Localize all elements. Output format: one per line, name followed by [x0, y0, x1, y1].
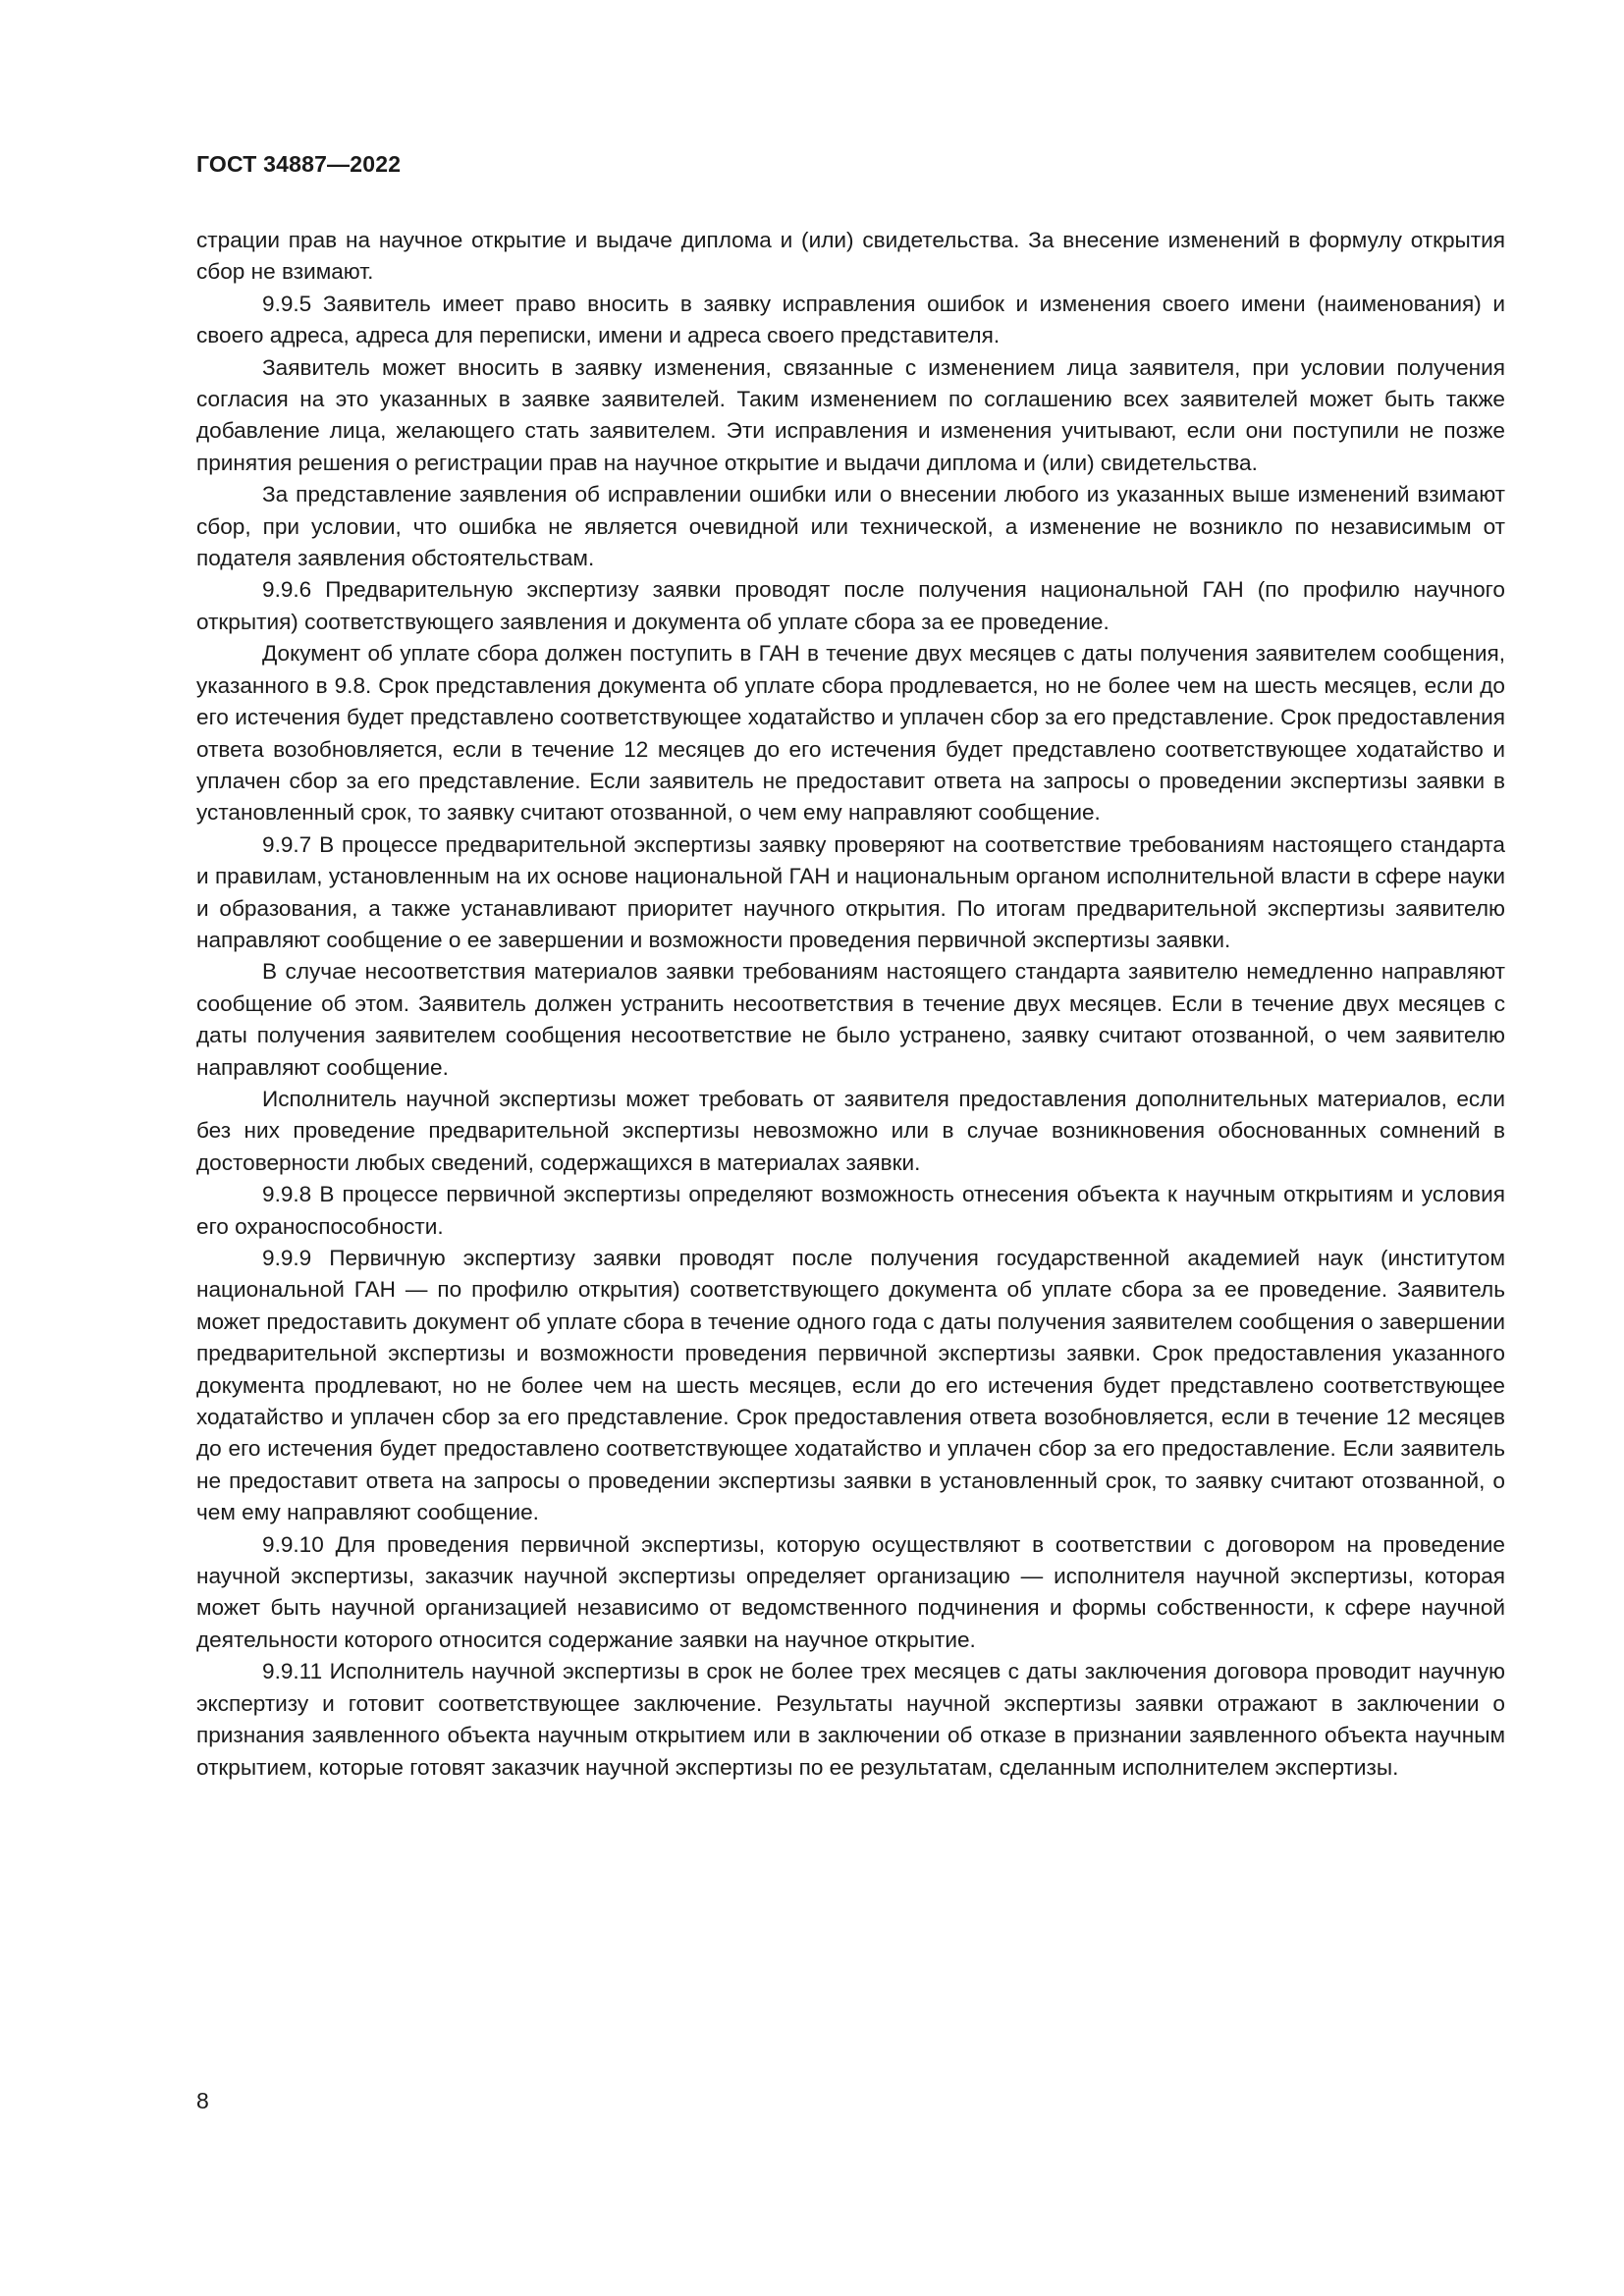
paragraph-4: 9.9.6 Предварительную экспертизу заявки проводят после получения национальной ГАН (по профилю научного открытия) соответствующего заявления и документа об уплате сбора за ее проведение. — [196, 577, 1505, 634]
paragraph-9: 9.9.8 В процессе первичной экспертизы определяют возможность отнесения объекта к научным открытиям и условия его охраноспособности. — [196, 1182, 1505, 1239]
paragraph-10: 9.9.9 Первичную экспертизу заявки проводят после получения государственной академией наук (институтом национальной ГАН — по профилю открытия) соответствующего документа об уплате сбора за ее проведение. Заявитель может предоставить документ об уплате сбора в течение одного года с даты получения заявителем сообщения о завершении предварительной экспертизы и возможности проведения первичной экспертизы заявки. Срок предоставления указанного документа продлевают, но не более чем на шесть месяцев, если до его истечения будет представлено соответствующее ходатайство и уплачен сбор за его представление. Срок предоставления ответа возобновляется, если в течение 12 месяцев до его истечения будет предоставлено соответствующее ходатайство и уплачен сбор за его предоставление. Если заявитель не предоставит ответа на запросы о проведении экспертизы заявки в установленный срок, то заявку считают отозванной, о чем ему направляют сообщение. — [196, 1246, 1505, 1525]
paragraph-7: В случае несоответствия материалов заявки требованиям настоящего стандарта заявителю немедленно направляют сообщение об этом. Заявитель должен устранить несоответствия в течение двух месяцев. Если в течение двух месяцев с даты получения заявителем сообщения несоответствие не было устранено, заявку считают отозванной, о чем заявителю направляют сообщение. — [196, 959, 1505, 1080]
paragraph-3: За представление заявления об исправлении ошибки или о внесении любого из указанных выше изменений взимают сбор, при условии, что ошибка не является очевидной или технической, а изменение не возникло по независимым от подателя заявления обстоятельствам. — [196, 482, 1505, 571]
paragraph-0: страции прав на научное открытие и выдаче диплома и (или) свидетельства. За внесение изменений в формулу открытия сбор не взимают. — [196, 228, 1505, 285]
paragraph-1: 9.9.5 Заявитель имеет право вносить в заявку исправления ошибок и изменения своего имени (наименования) и своего адреса, адреса для переписки, имени и адреса своего представителя. — [196, 291, 1505, 348]
paragraph-6: 9.9.7 В процессе предварительной экспертизы заявку проверяют на соответствие требованиям настоящего стандарта и правилам, установленным на их основе национальной ГАН и национальным органом исполнительной власти в сфере науки и образования, а также устанавливают приоритет научного открытия. По итогам предварительной экспертизы заявителю направляют сообщение о ее завершении и возможности проведения первичной экспертизы заявки. — [196, 831, 1505, 952]
paragraph-2: Заявитель может вносить в заявку изменения, связанные с изменением лица заявителя, при условии получения согласия на это указанных в заявке заявителей. Таким изменением по соглашению всех заявителей может быть также добавление лица, желающего стать заявителем. Эти исправления и изменения учитывают, если они поступили не позже принятия решения о регистрации прав на научное открытие и выдачи диплома и (или) свидетельства. — [196, 354, 1505, 475]
document-code-header: ГОСТ 34887—2022 — [196, 151, 402, 177]
paragraph-12: 9.9.11 Исполнитель научной экспертизы в срок не более трех месяцев с даты заключения договора проводит научную экспертизу и готовит соответствующее заключение. Результаты научной экспертизы заявки отражают в заключении о признания заявленного объекта научным открытием или в заключении об отказе в признании заявленного объекта научным открытием, которые готовят заказчик научной экспертизы по ее результатам, сделанным исполнителем экспертизы. — [196, 1659, 1505, 1780]
document-body — [196, 225, 1505, 1784]
page-number: 8 — [196, 2088, 209, 2113]
paragraph-5: Документ об уплате сбора должен поступить в ГАН в течение двух месяцев с даты получения заявителем сообщения, указанного в 9.8. Срок представления документа об уплате сбора продлевается, но не более чем на шесть месяцев, если до его истечения будет представлено соответствующее ходатайство и уплачен сбор за его представление. Срок предоставления ответа возобновляется, если в течение 12 месяцев до его истечения будет представлено соответствующее ходатайство и уплачен сбор за его представление. Если заявитель не предоставит ответа на запросы о проведении экспертизы заявки в установленный срок, то заявку считают отозванной, о чем ему направляют сообщение. — [196, 641, 1505, 826]
paragraph-11: 9.9.10 Для проведения первичной экспертизы, которую осуществляют в соответствии с договором на проведение научной экспертизы, заказчик научной экспертизы определяет организацию — исполнителя научной экспертизы, которая может быть научной организацией независимо от ведомственного подчинения и формы собственности, к сфере научной деятельности которого относится содержание заявки на научное открытие. — [196, 1531, 1505, 1652]
paragraph-8: Исполнитель научной экспертизы может требовать от заявителя предоставления дополнительных материалов, если без них проведение предварительной экспертизы невозможно или в случае возникновения обоснованных сомнений в достоверности любых сведений, содержащихся в материалах заявки. — [196, 1086, 1505, 1175]
